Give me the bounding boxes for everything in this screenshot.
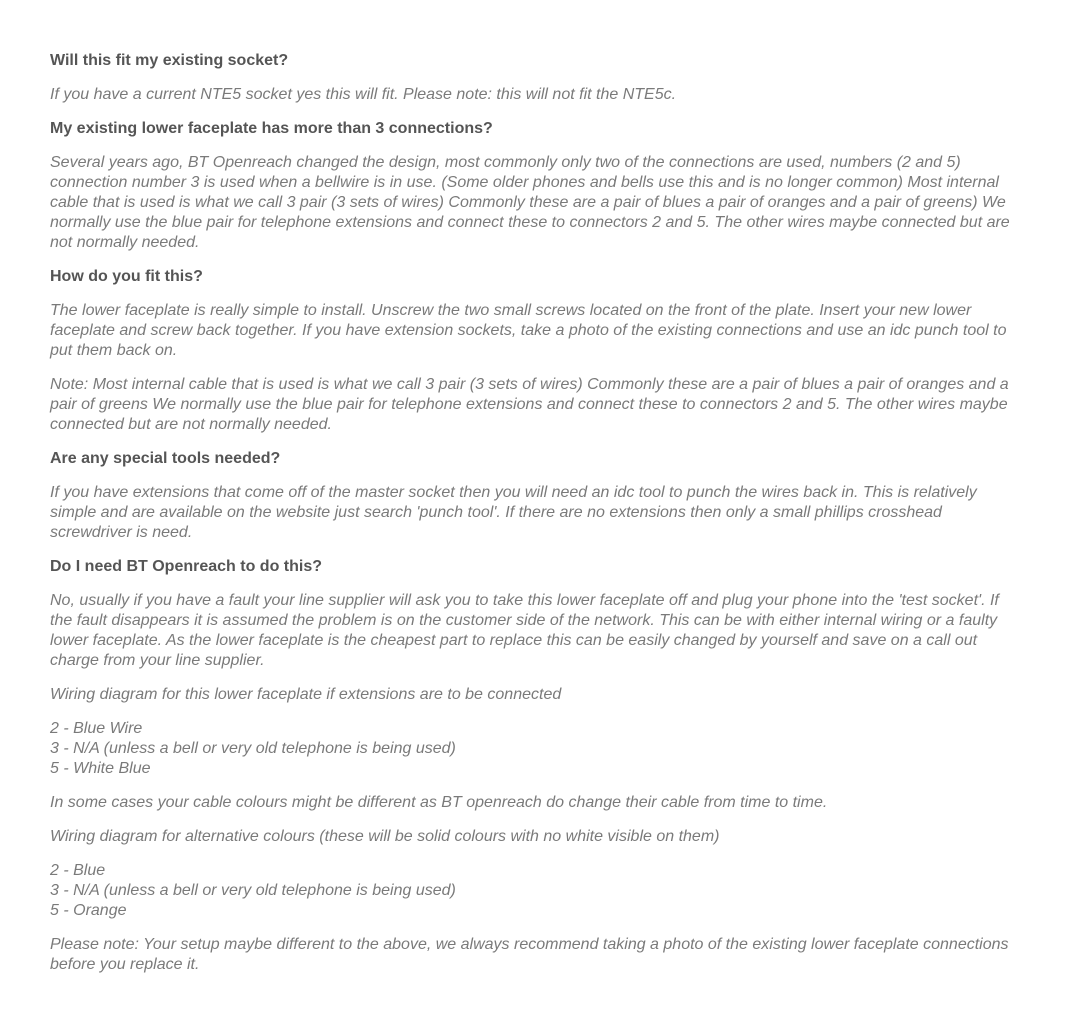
faq-question-connections: My existing lower faceplate has more than 3 connections? — [50, 120, 493, 137]
faq-question-openreach: Do I need BT Openreach to do this? — [50, 558, 323, 575]
faq-question-how-to-fit: How do you fit this? — [50, 268, 203, 285]
faq-answer-how-to-fit: The lower faceplate is really simple to install. Unscrew the two small screws located on the front of the plate. Insert your new lower faceplate and screw back together. If you have extension sockets, take a photo of the existing connections and use an idc punch tool to put them back on. — [50, 302, 1007, 359]
wiring-item: 2 - Blue Wire — [50, 720, 143, 737]
final-note: Please note: Your setup maybe different to the above, we always recommend taking a photo of the existing lower faceplate connections before you replace it. — [50, 936, 1009, 973]
wiring-item: 5 - White Blue — [50, 760, 151, 777]
faq-content — [50, 51, 1015, 989]
wiring-item: 5 - Orange — [50, 902, 127, 919]
faq-answer-openreach: No, usually if you have a fault your line supplier will ask you to take this lower faceplate off and plug your phone into the 'test socket'. If the fault disappears it is assumed the problem is on the customer side of the network. This can be with either internal wiring or a faulty lower faceplate. As the lower faceplate is the cheapest part to replace this can be easily changed by yourself and save on a call out charge from your line supplier. — [50, 592, 999, 669]
wiring-list-standard — [50, 719, 1015, 779]
cable-colour-note: In some cases your cable colours might be different as BT openreach do change their cable from time to time. — [50, 794, 828, 811]
faq-answer-connections: Several years ago, BT Openreach changed the design, most commonly only two of the connections are used, numbers (2 and 5) connection number 3 is used when a bellwire is in use. (Some older phones and bells use this and is no longer common) Most internal cable that is used is what we call 3 pair (3 sets of wires) Commonly these are a pair of blues a pair of oranges and a pair of greens) We normally use the blue pair for telephone extensions and connect these to connectors 2 and 5. The other wires maybe connected but are not normally needed. — [50, 154, 1010, 251]
wiring-item: 3 - N/A (unless a bell or very old telephone is being used) — [50, 882, 456, 899]
faq-question-socket-fit: Will this fit my existing socket? — [50, 52, 289, 69]
faq-note-cable: Note: Most internal cable that is used is what we call 3 pair (3 sets of wires) Commonly these are a pair of blues a pair of oranges and a pair of greens We normally use the blue pair for telephone extensions and connect these to connectors 2 and 5. The other wires maybe connected but are not normally needed. — [50, 376, 1009, 433]
wiring-item: 3 - N/A (unless a bell or very old telephone is being used) — [50, 740, 456, 757]
faq-answer-tools: If you have extensions that come off of the master socket then you will need an idc tool to punch the wires back in. This is relatively simple and are available on the website just search 'punch tool'. If there are no extensions then only a small phillips crosshead screwdriver is need. — [50, 484, 977, 541]
wiring-alt-intro: Wiring diagram for alternative colours (these will be solid colours with no white visible on them) — [50, 828, 720, 845]
wiring-list-alternative — [50, 861, 1015, 921]
wiring-intro: Wiring diagram for this lower faceplate if extensions are to be connected — [50, 686, 562, 703]
faq-question-tools: Are any special tools needed? — [50, 450, 281, 467]
wiring-item: 2 - Blue — [50, 862, 106, 879]
faq-answer-socket-fit: If you have a current NTE5 socket yes this will fit. Please note: this will not fit the NTE5c. — [50, 86, 677, 103]
